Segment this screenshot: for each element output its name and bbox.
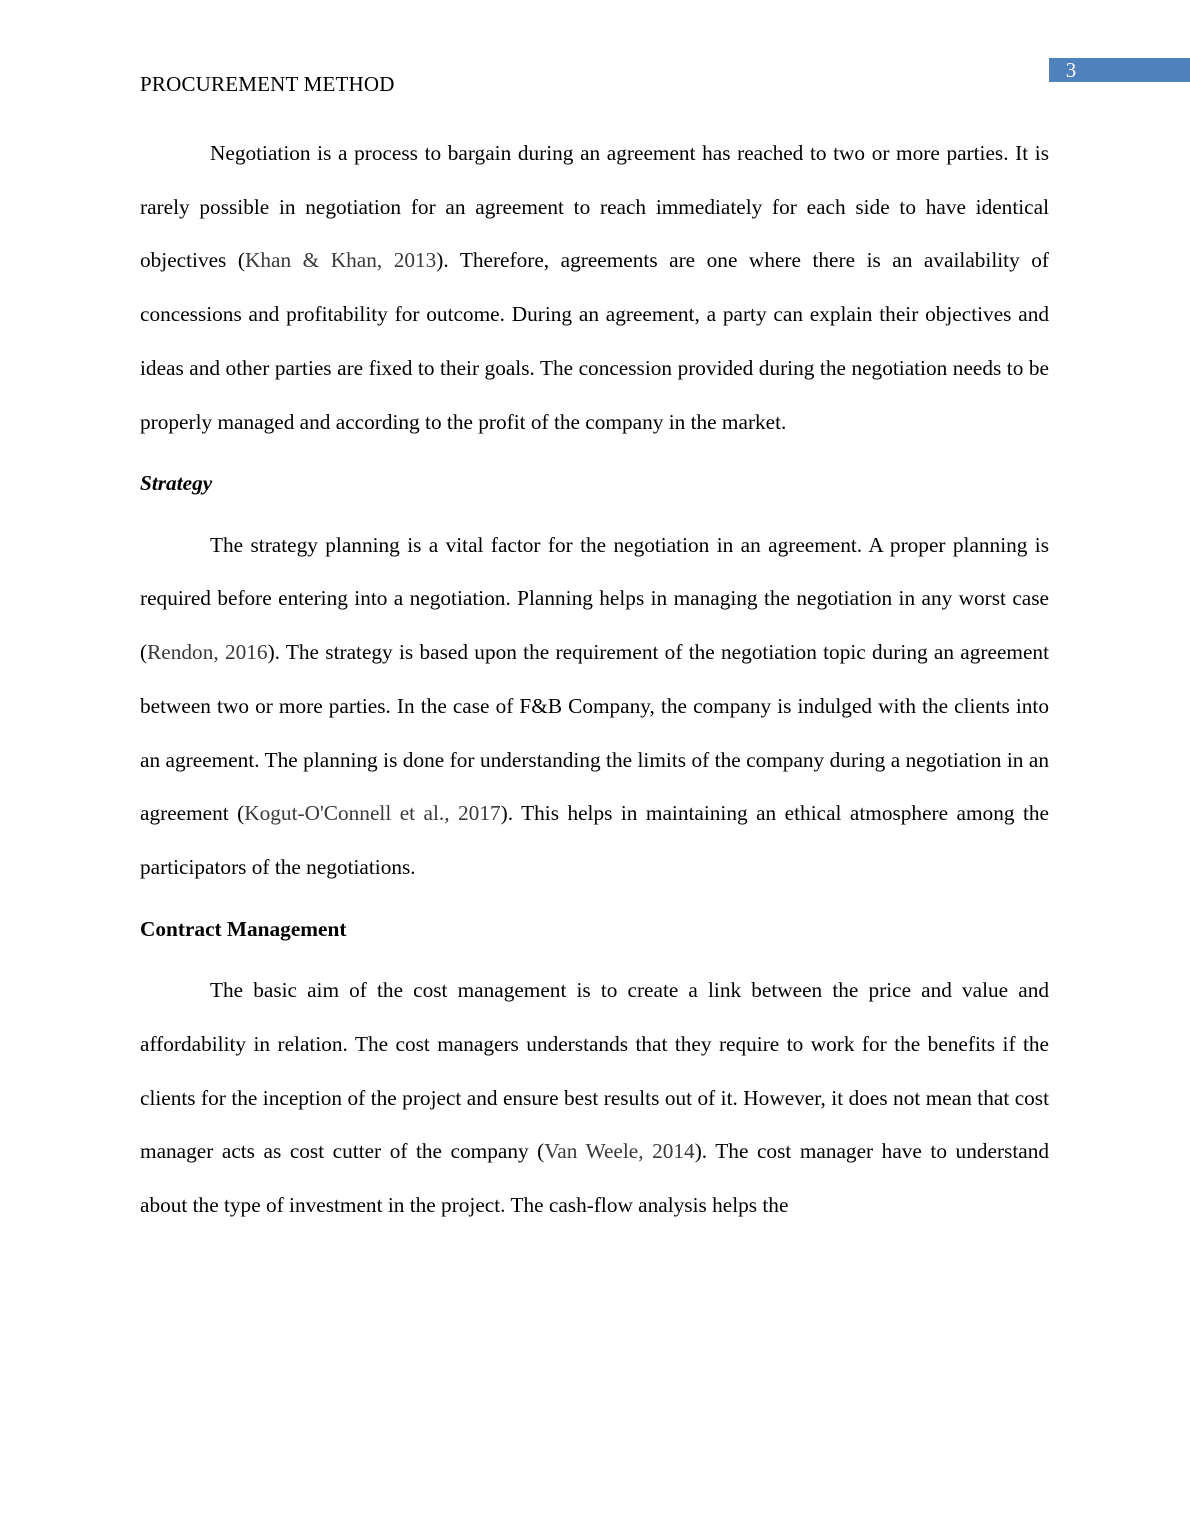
paragraph-strategy: [140, 519, 1049, 895]
citation: Khan & Khan, 2013: [244, 248, 437, 273]
paragraph-text: ). The strategy is based upon the requirement of the negotiation topic during an agreement between two or more parties. In the case of F&B Company, the company is indulged with the clients into an agreement. The planning is done for understanding the limits of the company during a negotiation in an agreement (: [140, 640, 1049, 826]
paragraph-text: ). This helps in maintaining an ethical atmosphere among the participators of the negotiations.: [140, 801, 1049, 879]
paragraph-negotiation: [140, 127, 1049, 449]
page-number-bar: [1049, 58, 1190, 82]
paragraph-text: The basic aim of the cost management is to create a link between the price and value and affordability in relation. The cost managers understands that they require to work for the benefits if the clients for the inception of the project and ensure best results out of it. However, it does not mean that cost manager acts as cost cutter of the company (: [140, 978, 1049, 1164]
citation: Van Weele, 2014: [544, 1139, 695, 1164]
running-head: PROCUREMENT METHOD: [140, 72, 395, 96]
citation: Kogut-O'Connell et al., 2017: [244, 801, 501, 826]
paragraph-text: ). The cost manager have to understand about the type of investment in the project. The cash-flow analysis helps the: [140, 1139, 1049, 1217]
paragraph-text: ). Therefore, agreements are one where there is an availability of concessions and profitability for outcome. During an agreement, a party can explain their objectives and ideas and other parties are fixed to their goals. The concession provided during the negotiation needs to be properly managed and according to the profit of the company in the market.: [140, 248, 1049, 434]
document-body: [140, 127, 1049, 1233]
paragraph-text: Negotiation is a process to bargain during an agreement has reached to two or more parties. It is rarely possible in negotiation for an agreement to reach immediately for each side to have identical objectives (: [140, 141, 1049, 273]
page-number: 3: [1065, 58, 1077, 82]
paragraph-contract-management: [140, 964, 1049, 1233]
heading-contract-management: Contract Management: [140, 916, 347, 941]
heading-strategy: Strategy: [140, 471, 213, 496]
citation: Rendon, 2016: [147, 640, 268, 665]
paragraph-text: The strategy planning is a vital factor for the negotiation in an agreement. A proper planning is required before entering into a negotiation. Planning helps in managing the negotiation in any worst case (: [140, 532, 1049, 665]
